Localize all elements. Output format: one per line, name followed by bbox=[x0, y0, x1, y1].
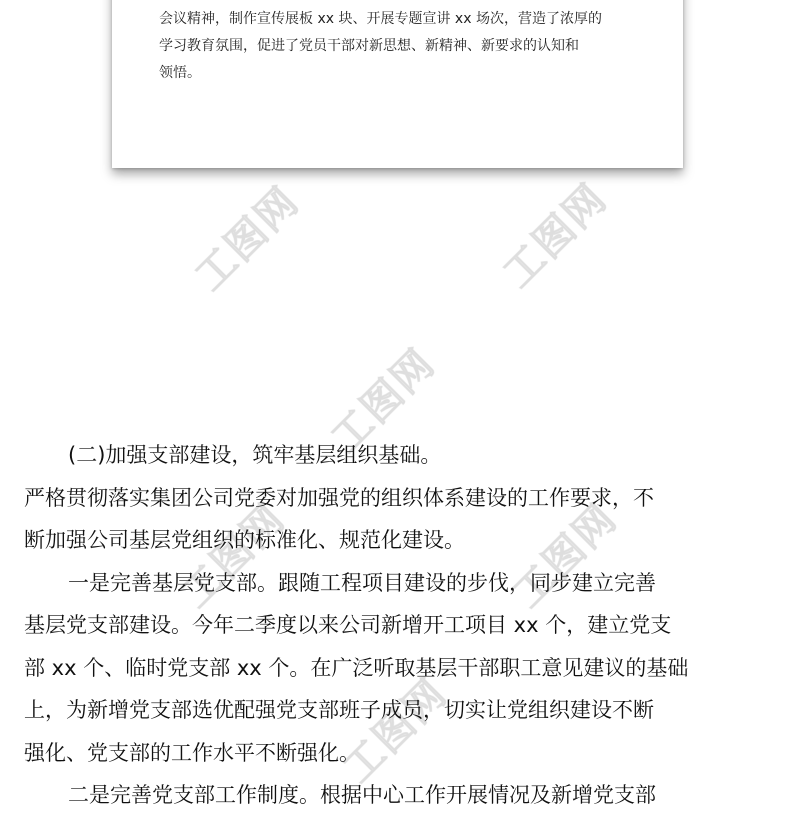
card-line: 领悟。 bbox=[159, 65, 201, 81]
paragraph-line: 严格贯彻落实集团公司党委对加强党的组织体系建设的工作要求，不 bbox=[24, 485, 654, 510]
watermark: 工图网 bbox=[172, 495, 295, 617]
paragraph-line: 基层党支部建设。今年二季度以来公司新增开工项目 xx 个，建立党支 bbox=[24, 613, 672, 637]
paragraph-line: 一是完善基层党支部。跟随工程项目建设的步伐，同步建立完善 bbox=[68, 570, 656, 595]
card-paragraph bbox=[159, 6, 649, 87]
paragraph-line: 部 xx 个、临时党支部 xx 个。在广泛听取基层干部职工意见建议的基础 bbox=[24, 655, 689, 680]
paragraph-line: 二是完善党支部工作制度。根据中心工作开展情况及新增党支部 bbox=[68, 783, 656, 807]
paragraph-line: 强化、党支部的工作水平不断强化。 bbox=[24, 740, 360, 765]
section-heading: (二)加强支部建设，筑牢基层组织基础。 bbox=[68, 443, 442, 467]
paragraph-line: 上，为新增党支部选优配强党支部班子成员，切实让党组织建设不断 bbox=[24, 698, 654, 722]
document-body bbox=[24, 434, 714, 817]
card-line: 会议精神，制作宣传展板 xx 块、开展专题宣讲 xx 场次，营造了浓厚的 bbox=[159, 11, 602, 27]
watermark: 工图网 bbox=[334, 670, 457, 792]
watermark: 工图网 bbox=[494, 175, 617, 297]
watermark: 工图网 bbox=[504, 495, 627, 617]
card-line: 学习教育氛围，促进了党员干部对新思想、新精神、新要求的认知和 bbox=[159, 38, 579, 54]
watermark: 工图网 bbox=[186, 178, 309, 300]
document-page-preview bbox=[112, 0, 683, 168]
watermark: 工图网 bbox=[322, 340, 445, 462]
paragraph-line: 断加强公司基层党组织的标准化、规范化建设。 bbox=[24, 528, 465, 552]
